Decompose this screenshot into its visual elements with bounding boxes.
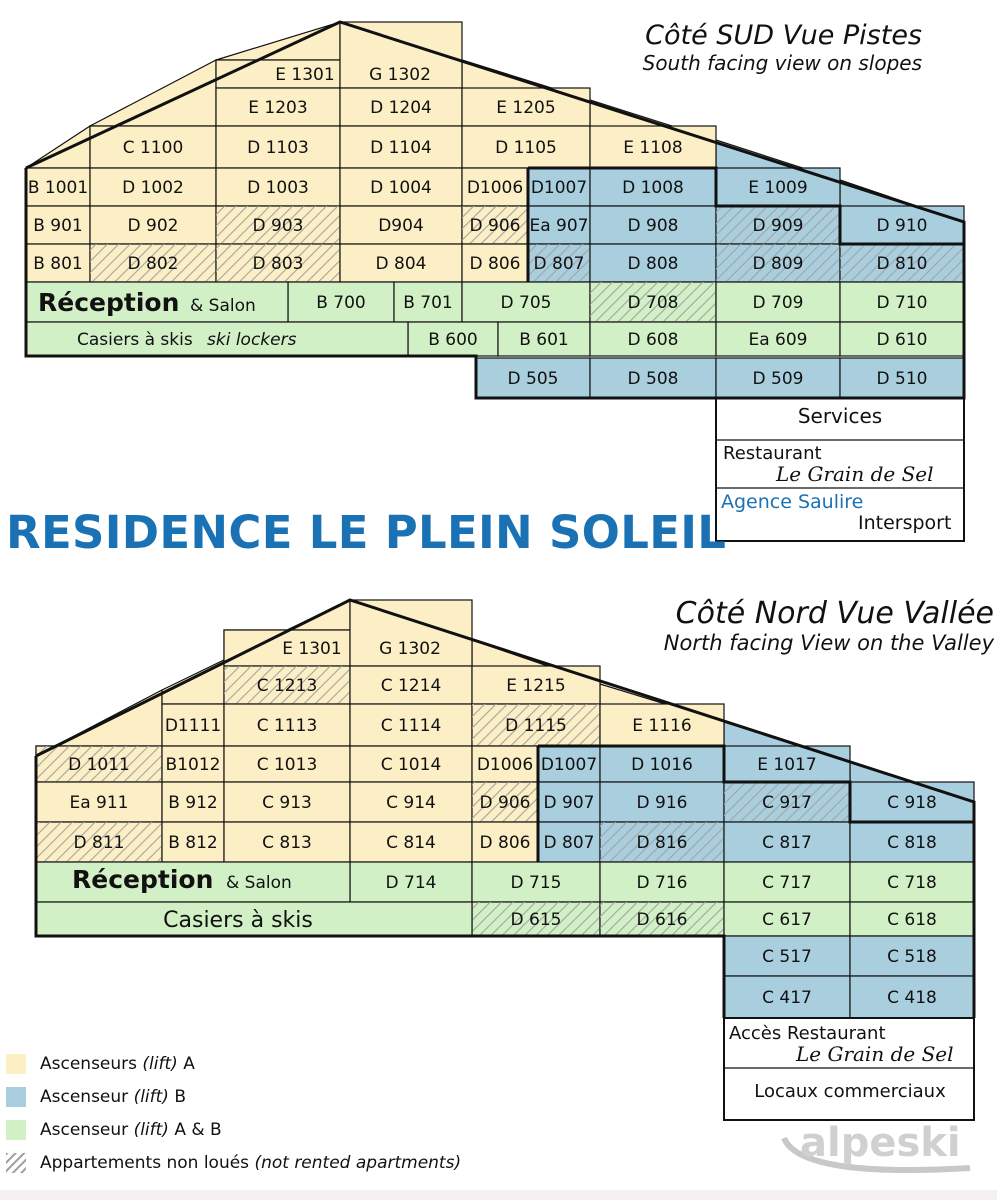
south-reception-label: Réception xyxy=(38,288,180,317)
south-room-d-509: D 509 xyxy=(752,369,804,389)
north-room-d-716: D 716 xyxy=(636,873,688,893)
south-room-d-803: D 803 xyxy=(252,254,304,274)
south-room-e-1301: E 1301 xyxy=(275,65,335,85)
south-room-d-1103: D 1103 xyxy=(247,138,309,158)
south-room-d-608: D 608 xyxy=(627,330,679,350)
bottom-strip xyxy=(0,1190,997,1200)
north-room-d-811: D 811 xyxy=(73,833,125,853)
south-room-ea-609: Ea 609 xyxy=(748,330,808,350)
north-room-d-816: D 816 xyxy=(636,833,688,853)
south-room-d-806: D 806 xyxy=(469,254,521,274)
south-room-d904: D904 xyxy=(378,216,424,236)
north-room-c-617: C 617 xyxy=(762,910,812,930)
north-room-d-907: D 907 xyxy=(543,793,595,813)
north-header xyxy=(664,596,994,655)
north-room-c-517: C 517 xyxy=(762,947,812,967)
north-room-e-1116: E 1116 xyxy=(632,716,692,736)
south-room-b-601: B 601 xyxy=(519,330,569,350)
south-salon-label: & Salon xyxy=(190,296,256,316)
north-room-c-914: C 914 xyxy=(386,793,436,813)
north-room-d-807: D 807 xyxy=(543,833,595,853)
legend xyxy=(6,1047,461,1179)
north-room-d1007: D1007 xyxy=(540,755,598,775)
north-room-e-1017: E 1017 xyxy=(757,755,817,775)
north-room-c-518: C 518 xyxy=(887,947,937,967)
north-subtitle: North facing View on the Valley xyxy=(663,631,994,655)
south-room-d1007: D1007 xyxy=(530,178,588,198)
north-room-g-1302: G 1302 xyxy=(379,639,441,659)
south-room-d-1204: D 1204 xyxy=(370,98,432,118)
north-room-ea-911: Ea 911 xyxy=(69,793,129,813)
north-room-c-1013: C 1013 xyxy=(256,755,318,775)
legend-item-lift-b xyxy=(6,1080,461,1113)
south-header xyxy=(643,20,922,75)
north-room-c-1213: C 1213 xyxy=(256,676,318,696)
swatch-lift-a xyxy=(6,1054,26,1074)
south-roof-left-1 xyxy=(216,22,340,60)
north-room-c-918: C 918 xyxy=(887,793,937,813)
north-room-c-817: C 817 xyxy=(762,833,812,853)
north-room-c-618: C 618 xyxy=(887,910,937,930)
north-room-d1111: D1111 xyxy=(164,716,222,736)
south-room-d-902: D 902 xyxy=(127,216,179,236)
south-room-d-807: D 807 xyxy=(533,254,585,274)
north-room-d-806: D 806 xyxy=(479,833,531,853)
south-room-b-700: B 700 xyxy=(316,293,366,313)
south-room-d-802: D 802 xyxy=(127,254,179,274)
south-subtitle: South facing view on slopes xyxy=(642,51,922,75)
north-room-b-912: B 912 xyxy=(168,793,218,813)
south-room-b-600: B 600 xyxy=(428,330,478,350)
south-room-e-1205: E 1205 xyxy=(496,98,556,118)
south-room-d-903: D 903 xyxy=(252,216,304,236)
south-room-d-705: D 705 xyxy=(500,293,552,313)
south-room-d-1104: D 1104 xyxy=(370,138,432,158)
south-room-d-808: D 808 xyxy=(627,254,679,274)
south-room-d-909: D 909 xyxy=(752,216,804,236)
north-room-e-1215: E 1215 xyxy=(506,676,566,696)
south-room-d-809: D 809 xyxy=(752,254,804,274)
legend-label: Ascenseur (lift) A & B xyxy=(40,1119,222,1140)
services-label: Services xyxy=(797,404,883,428)
south-room-c-1100: C 1100 xyxy=(122,138,184,158)
locaux-label: Locaux commerciaux xyxy=(754,1081,946,1102)
south-room-d-508: D 508 xyxy=(627,369,679,389)
north-room-c-1113: C 1113 xyxy=(256,716,318,736)
legend-label: Ascenseurs (lift) A xyxy=(40,1053,195,1074)
legend-label: Appartements non loués (not rented apartments) xyxy=(40,1152,462,1173)
north-room-d-906: D 906 xyxy=(479,793,531,813)
south-room-d-810: D 810 xyxy=(876,254,928,274)
north-room-c-418: C 418 xyxy=(887,988,937,1008)
swatch-lift-ab xyxy=(6,1120,26,1140)
south-room-d-804: D 804 xyxy=(375,254,427,274)
south-title: Côté SUD Vue Pistes xyxy=(645,20,922,51)
south-room-d-908: D 908 xyxy=(627,216,679,236)
south-room-d-1008: D 1008 xyxy=(622,178,684,198)
north-room-b-812: B 812 xyxy=(168,833,218,853)
page-title: RESIDENCE LE PLEIN SOLEIL xyxy=(6,506,727,559)
north-room-d-1016: D 1016 xyxy=(631,755,693,775)
south-room-g-1302: G 1302 xyxy=(369,65,431,85)
agence-label: Agence Saulire xyxy=(721,491,864,513)
legend-label: Ascenseur (lift) B xyxy=(40,1086,187,1107)
south-room-d-505: D 505 xyxy=(507,369,559,389)
north-salon-label: & Salon xyxy=(226,873,292,893)
north-lockers-label: Casiers à skis xyxy=(163,908,313,933)
south-room-d-1002: D 1002 xyxy=(122,178,184,198)
north-title: Côté Nord Vue Vallée xyxy=(675,596,994,631)
north-room-c-913: C 913 xyxy=(262,793,312,813)
south-room-b-1001: B 1001 xyxy=(27,178,89,198)
acces-restaurant-label: Accès Restaurant xyxy=(729,1023,886,1044)
south-roof-left-3 xyxy=(26,126,90,168)
south-room-d-910: D 910 xyxy=(876,216,928,236)
intersport-label: Intersport xyxy=(858,512,952,534)
alpeski-logo xyxy=(770,1108,980,1188)
north-room-d-615: D 615 xyxy=(510,910,562,930)
south-room-d1006: D1006 xyxy=(466,178,524,198)
legend-item-not-rented xyxy=(6,1146,461,1179)
north-room-c-818: C 818 xyxy=(887,833,937,853)
north-room-c-417: C 417 xyxy=(762,988,812,1008)
south-room-d-1105: D 1105 xyxy=(495,138,557,158)
north-room-c-717: C 717 xyxy=(762,873,812,893)
north-room-d-715: D 715 xyxy=(510,873,562,893)
north-room-c-1114: C 1114 xyxy=(380,716,442,736)
south-room-d-710: D 710 xyxy=(876,293,928,313)
south-room-d-510: D 510 xyxy=(876,369,928,389)
north-room-c-1214: C 1214 xyxy=(380,676,442,696)
swatch-lift-b xyxy=(6,1087,26,1107)
north-room-d1006: D1006 xyxy=(476,755,534,775)
north-room-c-813: C 813 xyxy=(262,833,312,853)
south-lockers-label: Casiers à skis xyxy=(77,330,193,350)
south-room-b-701: B 701 xyxy=(403,293,453,313)
south-room-d-610: D 610 xyxy=(876,330,928,350)
north-room-c-1014: C 1014 xyxy=(380,755,442,775)
logo-text: alpeski xyxy=(800,1120,961,1166)
restaurant-name: Le Grain de Sel xyxy=(776,462,934,486)
legend-item-lift-a xyxy=(6,1047,461,1080)
south-lockers-en-label: ski lockers xyxy=(207,330,297,350)
north-room-c-718: C 718 xyxy=(887,873,937,893)
north-room-d-916: D 916 xyxy=(636,793,688,813)
north-reception-label: Réception xyxy=(72,865,214,894)
restaurant-label: Restaurant xyxy=(723,443,822,464)
south-room-d-709: D 709 xyxy=(752,293,804,313)
south-room-d-906: D 906 xyxy=(469,216,521,236)
north-room-e-1301: E 1301 xyxy=(282,639,342,659)
north-room-d-1115: D 1115 xyxy=(505,716,567,736)
north-room-b1012: B1012 xyxy=(165,755,221,775)
south-room-e-1203: E 1203 xyxy=(248,98,308,118)
south-room-b-801: B 801 xyxy=(33,254,83,274)
legend-item-lift-ab xyxy=(6,1113,461,1146)
south-room-b-901: B 901 xyxy=(33,216,83,236)
north-room-d-1011: D 1011 xyxy=(68,755,130,775)
swatch-hatch-icon xyxy=(6,1153,26,1173)
south-room-ea-907: Ea 907 xyxy=(529,216,589,236)
south-room-d-1004: D 1004 xyxy=(370,178,432,198)
south-room-e-1108: E 1108 xyxy=(623,138,683,158)
north-room-c-814: C 814 xyxy=(386,833,436,853)
south-room-d-708: D 708 xyxy=(627,293,679,313)
north-restaurant-name: Le Grain de Sel xyxy=(796,1042,954,1066)
north-room-d-714: D 714 xyxy=(385,873,437,893)
south-room-e-1009: E 1009 xyxy=(748,178,808,198)
north-room-c-917: C 917 xyxy=(762,793,812,813)
south-room-d-1003: D 1003 xyxy=(247,178,309,198)
north-room-d-616: D 616 xyxy=(636,910,688,930)
